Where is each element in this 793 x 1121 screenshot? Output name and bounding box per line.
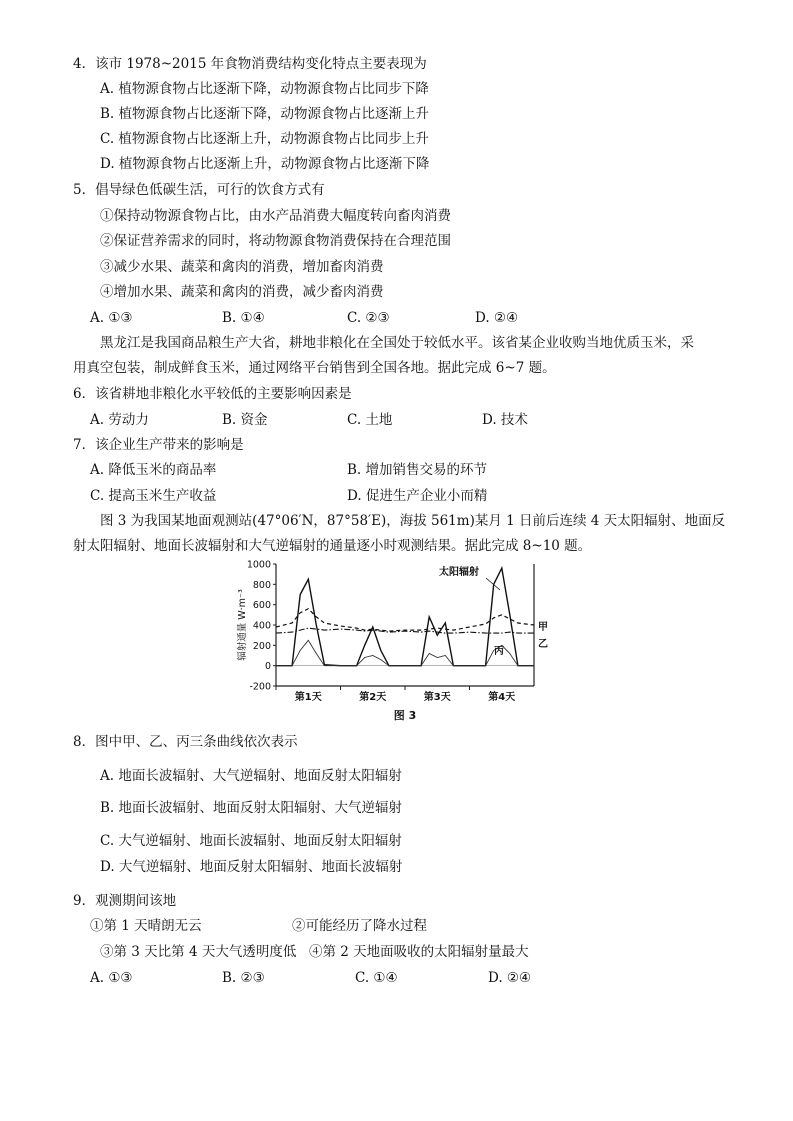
q4-option-a: A. 植物源食物占比逐渐下降，动物源食物占比同步下降 bbox=[100, 81, 429, 97]
q5-item-1: ①保持动物源食物占比，由水产品消费大幅度转向畜肉消费 bbox=[100, 208, 451, 224]
q9-stem: 9．观测期间该地 bbox=[73, 893, 177, 909]
q5-item-4: ④增加水果、蔬菜和禽肉的消费，减少畜肉消费 bbox=[100, 284, 384, 300]
q8-stem: 8．图中甲、乙、丙三条曲线依次表示 bbox=[73, 734, 298, 750]
q6-option-c: C. 土地 bbox=[347, 412, 393, 428]
y-tick-label: 200 bbox=[252, 640, 271, 652]
passage1-line1: 黑龙江是我国商品粮生产大省，耕地非粮化在全国处于较低水平。该省某企业收购当地优质玉米，采 bbox=[100, 335, 694, 351]
q9-item-4: ④第 2 天地面吸收的太阳辐射量最大 bbox=[309, 944, 529, 960]
q6-stem: 6．该省耕地非粮化水平较低的主要影响因素是 bbox=[73, 386, 352, 402]
q9-option-d: D. ②④ bbox=[488, 970, 532, 986]
radiation-flux-chart bbox=[236, 556, 548, 726]
y-tick-label: -200 bbox=[249, 681, 271, 693]
q6-option-d: D. 技术 bbox=[482, 412, 528, 428]
x-tick-label: 第2天 bbox=[359, 692, 387, 703]
q9-option-c: C. ①④ bbox=[355, 970, 398, 986]
y-tick-label: 0 bbox=[264, 661, 271, 673]
q7-option-a: A. 降低玉米的商品率 bbox=[90, 462, 217, 478]
x-tick-label: 第4天 bbox=[488, 692, 516, 703]
q8-option-a: A. 地面长波辐射、大气逆辐射、地面反射太阳辐射 bbox=[100, 768, 402, 784]
q6-option-a: A. 劳动力 bbox=[90, 412, 149, 428]
series-line-乙 bbox=[276, 628, 534, 633]
q5-item-2: ②保证营养需求的同时，将动物源食物消费保持在合理范围 bbox=[100, 233, 451, 249]
label-solar-radiation: 太阳辐射 bbox=[439, 567, 479, 578]
y-axis-label: 辐射通量 W·m⁻³ bbox=[237, 589, 248, 661]
label-yi: 乙 bbox=[538, 639, 548, 650]
passage2-line1: 图 3 为我国某地面观测站(47°06′N，87°58′E)，海拔 561m)某月 1 日前后连续 4 天太阳辐射、地面反 bbox=[100, 513, 726, 529]
y-tick-label: 400 bbox=[252, 620, 271, 632]
q5-option-d: D. ②④ bbox=[475, 310, 519, 326]
q7-option-c: C. 提高玉米生产收益 bbox=[90, 488, 217, 504]
q5-option-c: C. ②③ bbox=[347, 310, 390, 326]
x-tick-label: 第1天 bbox=[294, 692, 322, 703]
q9-item-1: ①第 1 天晴朗无云 bbox=[90, 918, 202, 934]
q6-option-b: B. 资金 bbox=[222, 412, 268, 428]
figure-caption: 图 3 bbox=[393, 709, 417, 722]
q8-option-b: B. 地面长波辐射、地面反射太阳辐射、大气逆辐射 bbox=[100, 800, 403, 816]
q4-stem: 4．该市 1978~2015 年食物消费结构变化特点主要表现为 bbox=[73, 56, 427, 72]
q4-option-c: C. 植物源食物占比逐渐上升，动物源食物占比同步上升 bbox=[100, 131, 429, 147]
q4-option-d: D. 植物源食物占比逐渐上升，动物源食物占比逐渐下降 bbox=[100, 156, 430, 172]
q5-stem: 5．倡导绿色低碳生活，可行的饮食方式有 bbox=[73, 182, 325, 198]
q7-option-b: B. 增加销售交易的环节 bbox=[347, 462, 488, 478]
q9-item-2: ②可能经历了降水过程 bbox=[292, 918, 427, 934]
y-tick-label: 600 bbox=[252, 600, 271, 612]
label-bing: 丙 bbox=[494, 646, 504, 657]
q7-option-d: D. 促进生产企业小而精 bbox=[347, 488, 488, 504]
passage1-line2: 用真空包装，制成鲜食玉米，通过网络平台销售到全国各地。据此完成 6~7 题。 bbox=[73, 360, 556, 376]
q8-option-d: D. 大气逆辐射、地面反射太阳辐射、地面长波辐射 bbox=[100, 859, 403, 875]
label-jia: 甲 bbox=[538, 622, 548, 633]
q5-option-b: B. ①④ bbox=[222, 310, 265, 326]
q9-option-a: A. ①③ bbox=[90, 970, 133, 986]
q8-option-c: C. 大气逆辐射、地面长波辐射、地面反射太阳辐射 bbox=[100, 833, 402, 849]
y-tick-label: 1000 bbox=[246, 559, 271, 571]
q9-item-3: ③第 3 天比第 4 天大气透明度低 bbox=[100, 944, 297, 960]
passage2-line2: 射太阳辐射、地面长波辐射和大气逆辐射的通量逐小时观测结果。据此完成 8~10 题。 bbox=[73, 538, 592, 554]
y-tick-label: 800 bbox=[252, 579, 271, 591]
q4-option-b: B. 植物源食物占比逐渐下降，动物源食物占比逐渐上升 bbox=[100, 106, 430, 122]
q5-option-a: A. ①③ bbox=[90, 310, 133, 326]
q5-item-3: ③减少水果、蔬菜和禽肉的消费，增加畜肉消费 bbox=[100, 259, 384, 275]
q9-option-b: B. ②③ bbox=[222, 970, 265, 986]
x-tick-label: 第3天 bbox=[423, 692, 451, 703]
q7-stem: 7．该企业生产带来的影响是 bbox=[73, 437, 244, 453]
